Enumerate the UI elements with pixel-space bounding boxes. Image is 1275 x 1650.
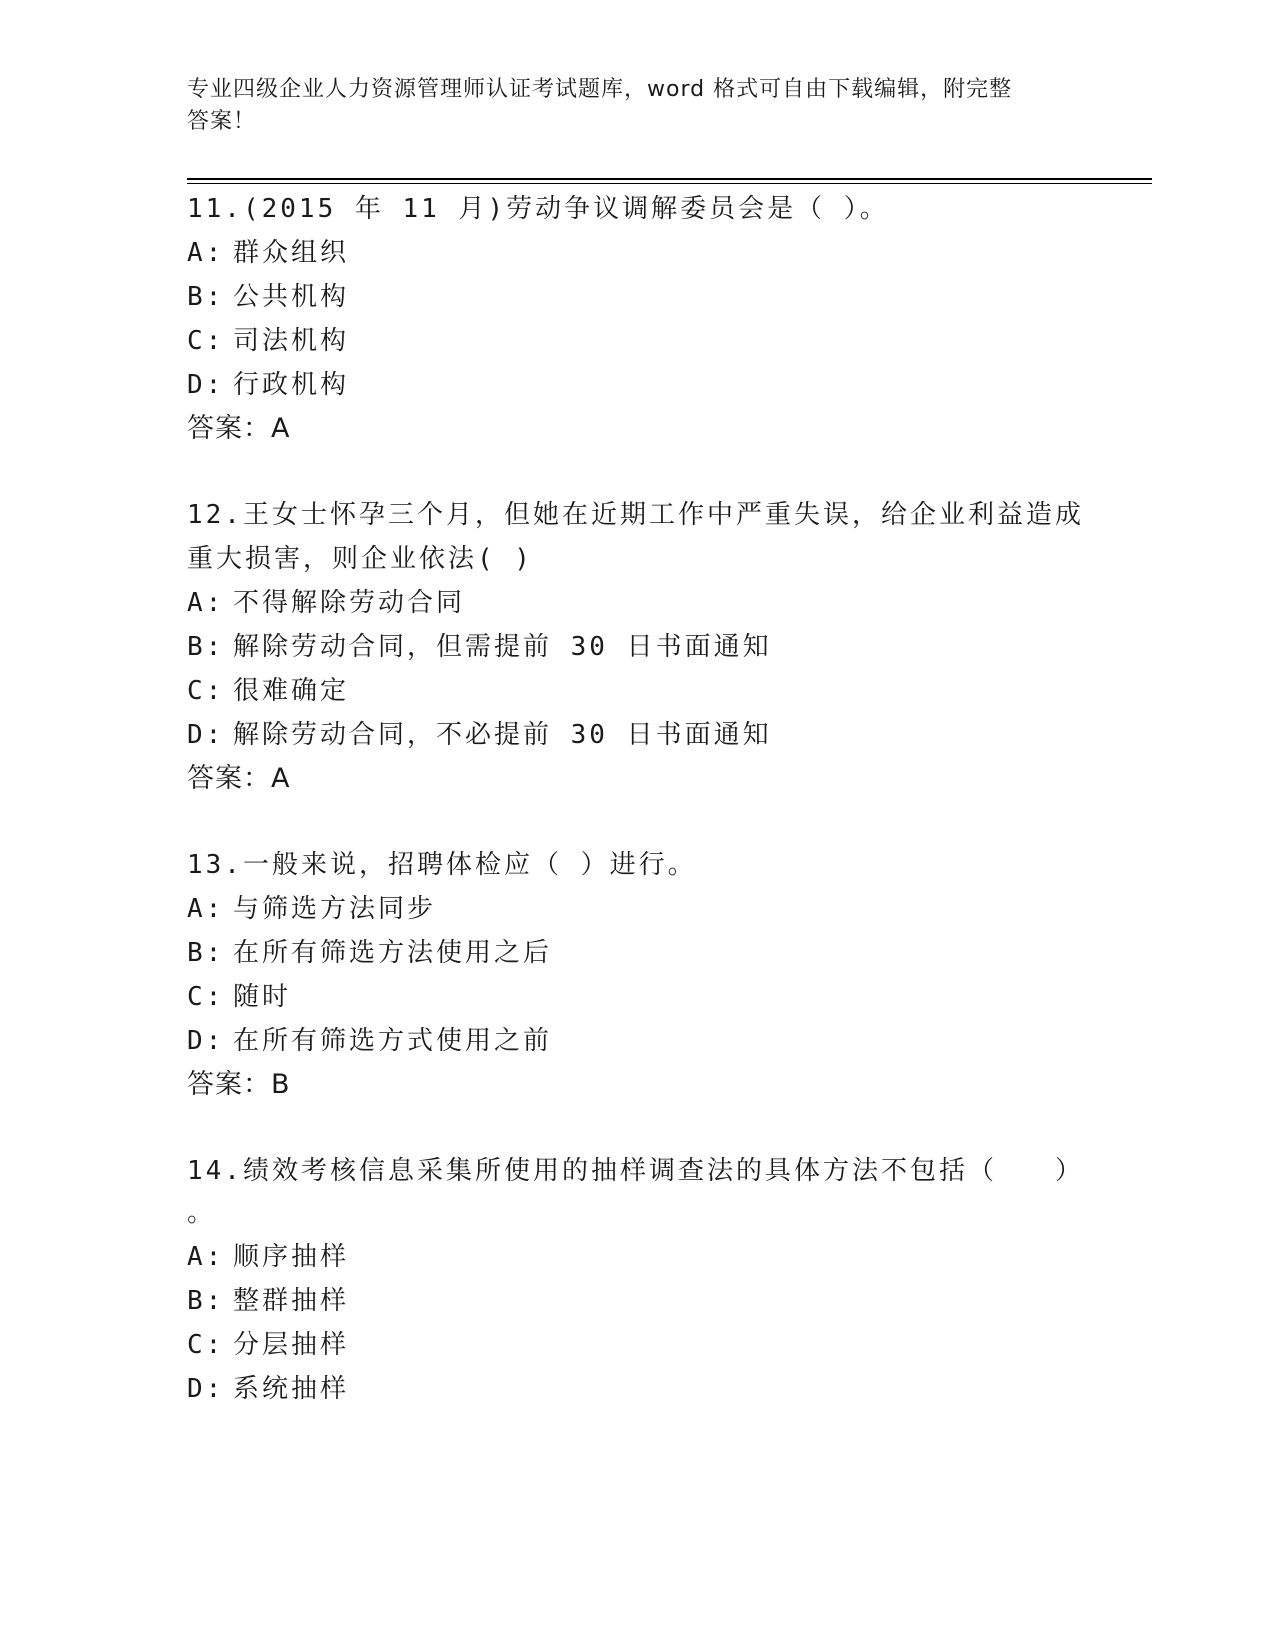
option-letter: A: — [187, 1242, 225, 1272]
question-stem: 12.王女士怀孕三个月，但她在近期工作中严重失误，给企业利益造成 — [187, 500, 1084, 530]
header-line-2: 答案！ — [187, 109, 257, 134]
option-text: 解除劳动合同，但需提前 30 日书面通知 — [233, 632, 772, 662]
answer-line: 答案：A — [187, 763, 291, 794]
option-b — [187, 276, 349, 313]
option-letter: C: — [187, 982, 225, 1012]
question-stem: 14.绩效考核信息采集所使用的抽样调查法的具体方法不包括（ ） — [187, 1156, 1084, 1186]
option-text: 随时 — [233, 982, 292, 1012]
option-a — [187, 888, 436, 925]
option-b — [187, 932, 552, 969]
question-stem: 13.一般来说，招聘体检应（ ）进行。 — [187, 850, 697, 880]
option-letter: B: — [187, 938, 225, 968]
option-a — [187, 232, 349, 269]
option-text: 顺序抽样 — [233, 1242, 350, 1272]
document-header — [187, 74, 1067, 138]
header-rule-thick — [187, 178, 1152, 180]
option-a — [187, 1236, 349, 1273]
option-letter: C: — [187, 326, 225, 356]
option-text: 不得解除劳动合同 — [233, 588, 466, 618]
option-text: 很难确定 — [233, 676, 350, 706]
option-letter: B: — [187, 282, 225, 312]
option-text: 整群抽样 — [233, 1286, 350, 1316]
option-c — [187, 320, 349, 357]
option-d — [187, 364, 349, 401]
option-letter: B: — [187, 632, 225, 662]
option-d — [187, 714, 772, 751]
option-text: 与筛选方法同步 — [233, 894, 437, 924]
option-letter: C: — [187, 1330, 225, 1360]
option-b — [187, 626, 772, 663]
question-stem-continued: 。 — [187, 1198, 217, 1228]
option-letter: D: — [187, 1374, 225, 1404]
option-text: 司法机构 — [233, 326, 350, 356]
question-stem-continued: 重大损害，则企业依法( ) — [187, 544, 533, 574]
answer-line: 答案：B — [187, 1069, 291, 1100]
option-letter: A: — [187, 238, 225, 268]
option-letter: C: — [187, 676, 225, 706]
option-d — [187, 1020, 552, 1057]
option-a — [187, 582, 465, 619]
option-text: 解除劳动合同，不必提前 30 日书面通知 — [233, 720, 772, 750]
option-text: 群众组织 — [233, 238, 350, 268]
option-letter: D: — [187, 720, 225, 750]
question-stem: 11.(2015 年 11 月)劳动争议调解委员会是（ ）。 — [187, 194, 889, 224]
option-letter: D: — [187, 1026, 225, 1056]
option-letter: A: — [187, 588, 225, 618]
header-rule-thin — [187, 183, 1152, 184]
answer-line: 答案：A — [187, 413, 291, 444]
option-text: 系统抽样 — [233, 1374, 350, 1404]
option-text: 在所有筛选方式使用之前 — [233, 1026, 553, 1056]
option-c — [187, 976, 291, 1013]
option-text: 分层抽样 — [233, 1330, 350, 1360]
option-d — [187, 1368, 349, 1405]
option-text: 公共机构 — [233, 282, 350, 312]
option-letter: A: — [187, 894, 225, 924]
option-text: 行政机构 — [233, 370, 350, 400]
option-c — [187, 1324, 349, 1361]
option-letter: B: — [187, 1286, 225, 1316]
header-line-1: 专业四级企业人力资源管理师认证考试题库，word 格式可自由下载编辑，附完整 — [187, 77, 1013, 102]
option-text: 在所有筛选方法使用之后 — [233, 938, 553, 968]
option-b — [187, 1280, 349, 1317]
option-letter: D: — [187, 370, 225, 400]
option-c — [187, 670, 349, 707]
